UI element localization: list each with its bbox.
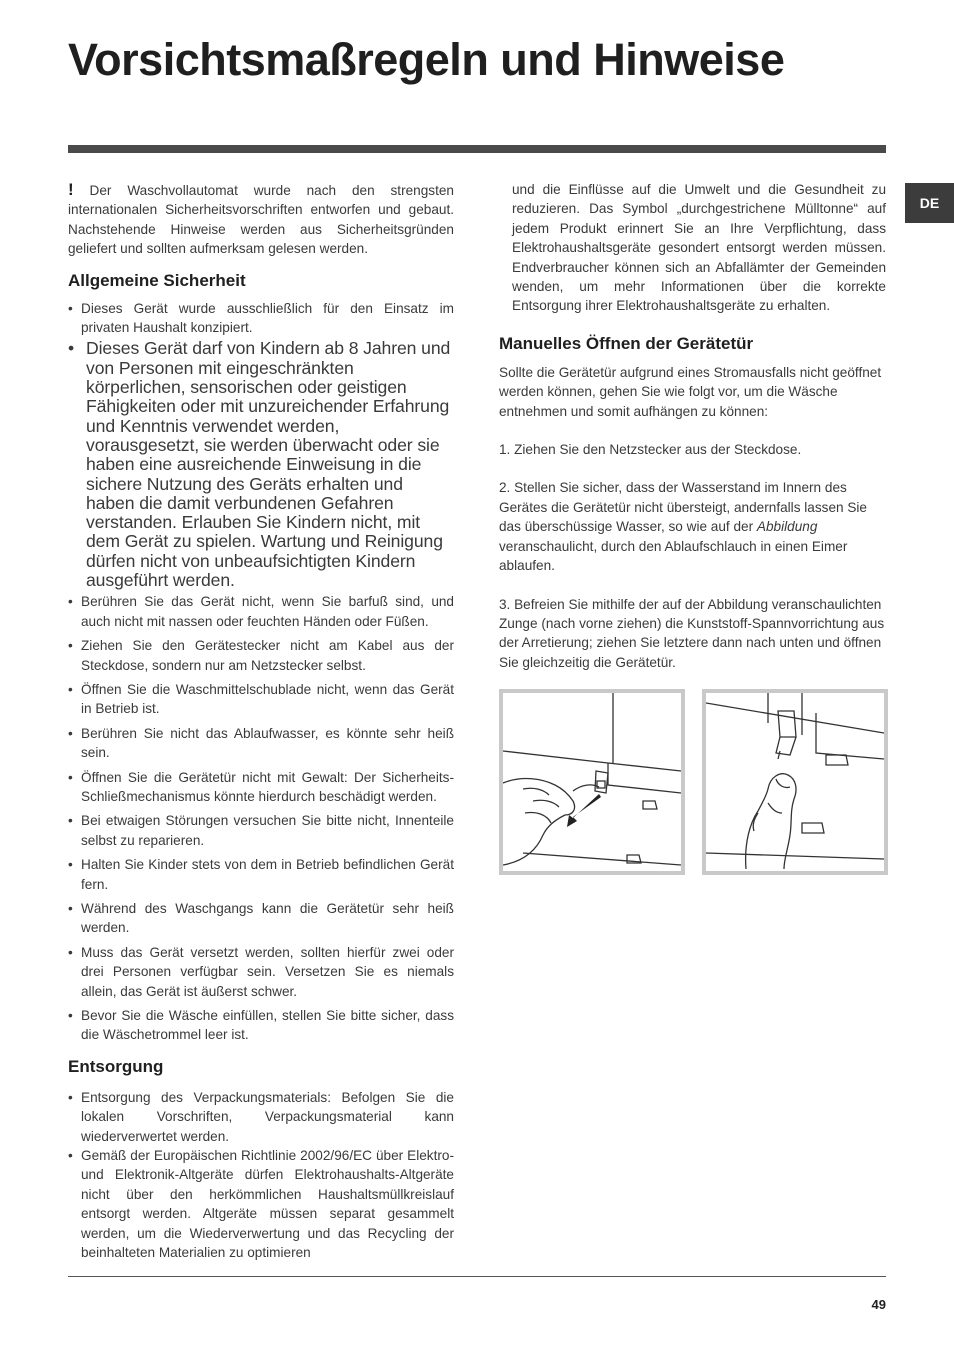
list-item: • Während des Waschgangs kann die Gerätetür sehr heiß werden. bbox=[68, 899, 454, 938]
list-item: • Berühren Sie das Gerät nicht, wenn Sie barfuß sind, und auch nicht mit nassen oder feuchten Händen oder Füßen. bbox=[68, 592, 454, 631]
right-column bbox=[499, 180, 886, 672]
door-intro: Sollte die Gerätetür aufgrund eines Stromausfalls nicht geöffnet werden können, gehen Sie wie folgt vor, um die Wäsche entnehmen und somit aufhängen zu können: bbox=[499, 364, 882, 419]
heading-manual-door-opening: Manuelles Öffnen der Gerätetür bbox=[499, 333, 754, 353]
language-tab: DE bbox=[905, 183, 954, 223]
door-step-2-text-end: veranschaulicht, durch den Ablaufschlauch in einen Eimer ablaufen. bbox=[499, 538, 848, 574]
list-item: • Öffnen Sie die Gerätetür nicht mit Gewalt: Der Sicherheits-Schließmechanismus könnte hierdurch beschädigt werden. bbox=[68, 768, 454, 807]
door-step-3: 3. Befreien Sie mithilfe der auf der Abbildung veranschaulichten Zunge (nach vorne ziehen) die Kunststoff-Spannvorrichtung aus der Arretierung; ziehen Sie letztere dann nach unten und öffnen Sie gleichzeitig die Gerätetür. bbox=[499, 596, 885, 670]
list-item-children: • Dieses Gerät darf von Kindern ab 8 Jahren und von Personen mit eingeschränkten körperlichen, sensorischen oder geistigen Fähigkeiten oder mit unzureichender Erfahrung und Kenntnis verwendet werden, vorausgesetzt, sie werden überwacht oder sie haben eine ausreichende Einweisung in die sichere Nutzung des Geräts erhalten und haben die damit verbundenen Gefahren verstanden. Erlauben Sie Kindern nicht, mit dem Gerät zu spielen. Wartung und Reinigung dürfen nicht von unbeaufsichtigten Kindern ausgeführt werden. bbox=[68, 339, 454, 590]
safety-list bbox=[68, 299, 454, 1045]
list-item: • Bei etwaigen Störungen versuchen Sie bitte nicht, Innenteile selbst zu reparieren. bbox=[68, 811, 454, 850]
page-number: 49 bbox=[871, 1297, 886, 1312]
heading-disposal: Entsorgung bbox=[68, 1056, 164, 1076]
list-item: • Dieses Gerät wurde ausschließlich für den Einsatz im privaten Haushalt konzipiert. bbox=[68, 299, 454, 338]
illustrations bbox=[499, 689, 886, 871]
intro-paragraph bbox=[68, 180, 454, 259]
intro-text: Der Waschvollautomat wurde nach den strengsten internationalen Sicherheitsvorschriften entworfen und gebaut. Nachstehende Hinweise werden aus Sicherheitsgründen geliefert und sollten aufmerksam gelesen werden. bbox=[68, 183, 454, 257]
footer-divider bbox=[68, 1276, 886, 1277]
door-step-2 bbox=[499, 478, 886, 575]
list-item: • Gemäß der Europäischen Richtlinie 2002/96/EC über Elektro- und Elektronik-Altgeräte dürfen Elektrohaushalts-Altgeräte nicht über den herkömmlichen Haushaltsmüllkreislauf entsorgt werden. Altgeräte müssen separat gesammelt werden, um die Wiederverwertung und das Recycling der beinhalteten Materialien zu optimieren bbox=[68, 1146, 454, 1262]
hand-pulling-tab-illustration bbox=[503, 693, 681, 871]
list-item: • Halten Sie Kinder stets von dem in Betrieb befindlichen Gerät fern. bbox=[68, 855, 454, 894]
list-item: • Ziehen Sie den Gerätestecker nicht am Kabel aus der Steckdose, sondern nur am Netzstecker selbst. bbox=[68, 636, 454, 675]
title-divider bbox=[68, 145, 886, 153]
list-item: • Entsorgung des Verpackungsmaterials: Befolgen Sie die lokalen Vorschriften, Verpackungsmaterial kann wiederverwertet werden. bbox=[68, 1088, 454, 1146]
list-item: • Öffnen Sie die Waschmittelschublade nicht, wenn das Gerät in Betrieb ist. bbox=[68, 680, 454, 719]
page-title: Vorsichtsmaßregeln und Hinweise bbox=[68, 34, 785, 85]
figure-pull-down-device bbox=[702, 689, 888, 875]
door-step-1: 1. Ziehen Sie den Netzstecker aus der Steckdose. bbox=[499, 442, 802, 458]
warning-icon: ! bbox=[68, 180, 74, 199]
figure-pull-tab bbox=[499, 689, 685, 875]
list-item: • Bevor Sie die Wäsche einfüllen, stellen Sie bitte sicher, dass die Wäschetrommel leer ist. bbox=[68, 1006, 454, 1045]
door-step-2-text: 2. Stellen Sie sicher, dass der Wasserstand im Innern des Gerätes die Gerätetür nicht übersteigt, andernfalls lassen Sie das überschüssige Wasser, so wie auf der bbox=[499, 480, 867, 535]
heading-general-safety: Allgemeine Sicherheit bbox=[68, 270, 246, 290]
list-item: • Berühren Sie nicht das Ablaufwasser, es könnte sehr heiß sein. bbox=[68, 724, 454, 763]
door-step-2-figure-ref: Abbildung bbox=[756, 519, 818, 535]
hand-pulling-device-illustration bbox=[706, 693, 884, 871]
disposal-list bbox=[68, 1088, 454, 1263]
disposal-continued: und die Einflüsse auf die Umwelt und die Gesundheit zu reduzieren. Das Symbol „durchgestrichene Mülltonne“ auf jedem Produkt erinnert Sie an Ihre Verpflichtung, dass Elektrohaushaltsgeräte gesondert entsorgt werden müssen. Endverbraucher können sich an Abfallämter der Gemeinden wenden, um mehr Informationen über die korrekte Entsorgung ihrer Elektrohaushaltsgeräte zu erhalten. bbox=[512, 182, 886, 314]
left-column bbox=[68, 180, 454, 1262]
list-item: • Muss das Gerät versetzt werden, sollten hierfür zwei oder drei Personen verfügbar sein. Versetzen Sie es niemals allein, das Gerät ist äußerst schwer. bbox=[68, 943, 454, 1001]
